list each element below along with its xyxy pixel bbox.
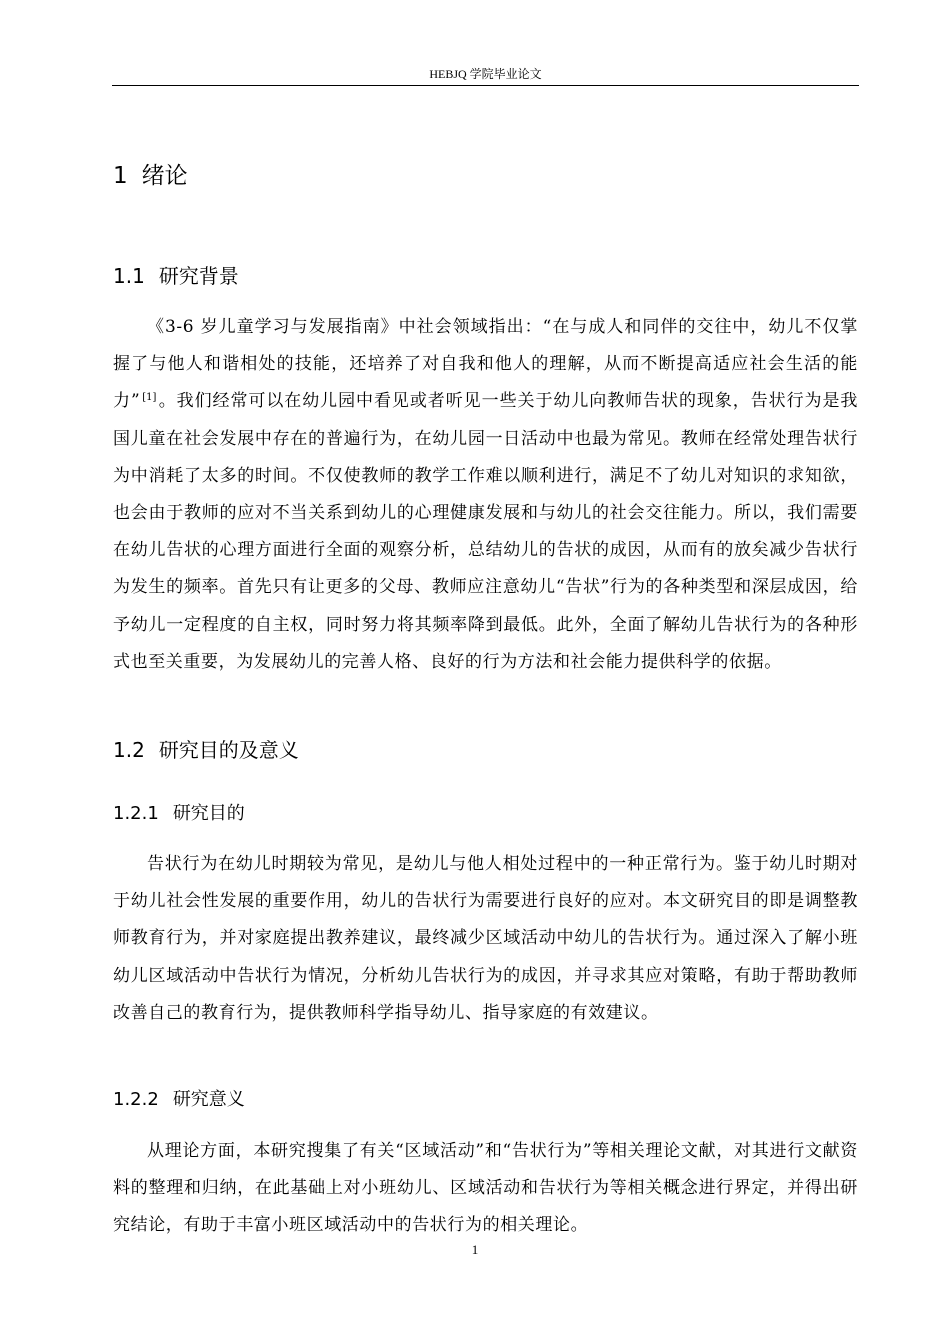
section-heading-1-2 [113, 736, 299, 764]
subsection-title: 研究目的 [172, 803, 245, 824]
paragraph-background [113, 309, 858, 681]
chapter-heading [113, 160, 188, 192]
header-rule [112, 85, 859, 86]
section-title: 研究目的及意义 [158, 738, 299, 762]
subsection-number: 1.2.2 [113, 1089, 159, 1110]
section-heading-1-1 [113, 262, 239, 290]
chapter-title: 绪论 [141, 163, 188, 189]
subsection-heading-1-2-2 [113, 1087, 245, 1113]
paragraph-text-part-b: 。我们经常可以在幼儿园中看见或者听见一些关于幼儿向教师告状的现象，告状行为是我国儿童在社会发展中存在的普遍行为，在幼儿园一日活动中也最为常见。教师在经常处理告状行为中消耗了太多的时间。不仅使教师的教学工作难以顺利进行，满足不了幼儿对知识的求知欲，也会由于教师的应对不当关系到幼儿的心理健康发展和与幼儿的社会交往能力。所以，我们需要在幼儿告状的心理方面进行全面的观察分析，总结幼儿的告状的成因，从而有的放矣减少告状行为发生的频率。首先只有让更多的父母、教师应注意幼儿“告状”行为的各种类型和深层成因，给予幼儿一定程度的自主权，同时努力将其频率降到最低。此外，全面了解幼儿告状行为的各种形式也至关重要，为发展幼儿的完善人格、良好的行为方法和社会能力提供科学的依据。 [113, 391, 858, 672]
section-number: 1.1 [113, 264, 145, 288]
page-number: 1 [471, 1242, 479, 1257]
section-number: 1.2 [113, 738, 145, 762]
subsection-heading-1-2-1 [113, 801, 245, 827]
paragraph-text-part-a: 《3-6 岁儿童学习与发展指南》中社会领域指出：“在与成人和同伴的交往中，幼儿不仅掌握了与他人和谐相处的技能，还培养了对自我和他人的理解，从而不断提高适应社会生活的能力” [113, 317, 858, 412]
citation-marker: [1] [142, 391, 157, 403]
subsection-title: 研究意义 [172, 1089, 245, 1110]
chapter-number: 1 [113, 163, 128, 189]
running-header: HEBJQ 学院毕业论文 [429, 67, 542, 81]
paragraph-purpose: 告状行为在幼儿时期较为常见，是幼儿与他人相处过程中的一种正常行为。鉴于幼儿时期对于幼儿社会性发展的重要作用，幼儿的告状行为需要进行良好的应对。本文研究目的即是调整教师教育行为，并对家庭提出教养建议，最终减少区域活动中幼儿的告状行为。通过深入了解小班幼儿区域活动中告状行为情况，分析幼儿告状行为的成因，并寻求其应对策略，有助于帮助教师改善自己的教育行为，提供教师科学指导幼儿、指导家庭的有效建议。 [113, 854, 858, 1023]
subsection-number: 1.2.1 [113, 803, 159, 824]
paragraph-significance: 从理论方面，本研究搜集了有关“区域活动”和“告状行为”等相关理论文献，对其进行文献资料的整理和归纳，在此基础上对小班幼儿、区域活动和告状行为等相关概念进行界定，并得出研究结论，有助于丰富小班区域活动中的告状行为的相关理论。 [113, 1141, 858, 1236]
section-title: 研究背景 [158, 264, 239, 288]
